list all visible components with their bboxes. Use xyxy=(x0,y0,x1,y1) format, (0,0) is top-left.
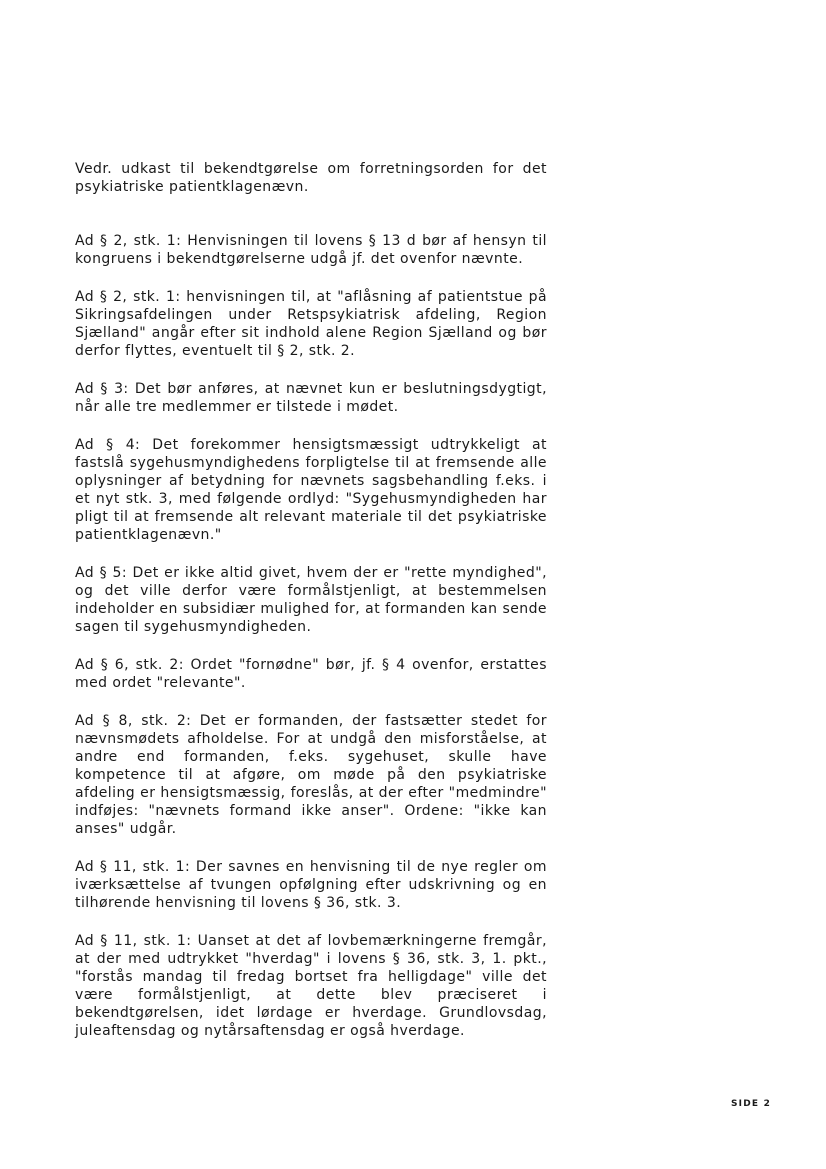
paragraph-5: Ad § 5: Det er ikke altid givet, hvem der er "rette myndighed", og det ville derfor være formålstjenligt, at bestemmelsen indeholder en subsidiær mulighed for, at formanden kan sende sagen til sygehusmyndigheden. xyxy=(75,565,547,635)
page-number: SIDE 2 xyxy=(731,1099,772,1109)
paragraph-8: Ad § 11, stk. 1: Der savnes en henvisning til de nye regler om iværksættelse af tvungen opfølgning efter udskrivning og en tilhørende henvisning til lovens § 36, stk. 3. xyxy=(75,859,547,911)
paragraph-7: Ad § 8, stk. 2: Det er formanden, der fastsætter stedet for nævnsmødets afholdelse. For at undgå den misforståelse, at andre end formanden, f.eks. sygehuset, skulle have kompetence til at afgøre, om møde på den psykiatriske afdeling er hensigtsmæssig, foreslås, at der efter "medmindre" indføjes: "nævnets formand ikke anser". Ordene: "ikke kan anses" udgår. xyxy=(75,713,547,837)
paragraph-2: Ad § 2, stk. 1: henvisningen til, at "aflåsning af patientstue på Sikringsafdelingen under Retspsykiatrisk afdeling, Region Sjælland" angår efter sit indhold alene Region Sjælland og bør derfor flyttes, eventuelt til § 2, stk. 2. xyxy=(75,289,547,359)
paragraph-6: Ad § 6, stk. 2: Ordet "fornødne" bør, jf. § 4 ovenfor, erstattes med ordet "relevante". xyxy=(75,657,547,691)
document-body xyxy=(75,160,547,1040)
document-heading: Vedr. udkast til bekendtgørelse om forretningsorden for det psykiatriske patientklagenævn. xyxy=(75,161,547,195)
paragraph-3: Ad § 3: Det bør anføres, at nævnet kun er beslutningsdygtigt, når alle tre medlemmer er tilstede i mødet. xyxy=(75,381,547,415)
paragraph-1: Ad § 2, stk. 1: Henvisningen til lovens § 13 d bør af hensyn til kongruens i bekendtgørelserne udgå jf. det ovenfor nævnte. xyxy=(75,233,547,267)
paragraph-9: Ad § 11, stk. 1: Uanset at det af lovbemærkningerne fremgår, at der med udtrykket "hverdag" i lovens § 36, stk. 3, 1. pkt., "forstås mandag til fredag bortset fra helligdage" ville det være formålstjenligt, at dette blev præciseret i bekendtgørelsen, idet lørdage er hverdage. Grundlovsdag, juleaftensdag og nytårsaftensdag er også hverdage. xyxy=(75,933,547,1039)
paragraph-4: Ad § 4: Det forekommer hensigtsmæssigt udtrykkeligt at fastslå sygehusmyndighedens forpligtelse til at fremsende alle oplysninger af betydning for nævnets sagsbehandling f.eks. i et nyt stk. 3, med følgende ordlyd: "Sygehusmyndigheden har pligt til at fremsende alt relevant materiale til det psykiatriske patientklagenævn." xyxy=(75,437,547,543)
